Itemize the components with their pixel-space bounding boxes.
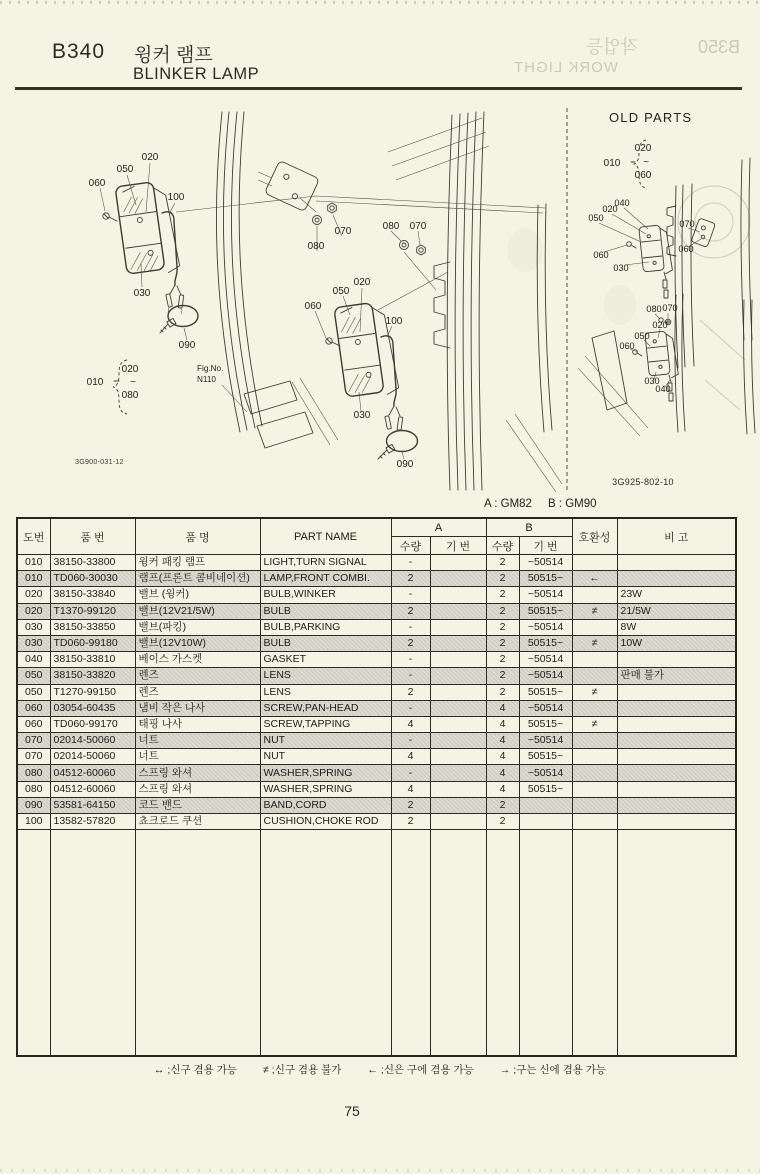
page-title-korean: 윙커 램프	[134, 45, 213, 66]
legend-text: ;신은 구에 겸용 가능	[380, 1064, 474, 1076]
cell-a-qty: -	[391, 652, 430, 668]
platform-steps	[244, 378, 338, 448]
group-top: 020	[121, 364, 139, 375]
legend-item	[500, 1062, 606, 1077]
cell-compatibility	[572, 749, 617, 765]
cell-remark	[617, 700, 736, 716]
cell-remark: 23W	[617, 587, 736, 603]
callout-label: 060	[678, 244, 694, 254]
group-top: 020	[634, 143, 652, 154]
cell-part-name: CUSHION,CHOKE ROD	[260, 814, 391, 830]
header-qty-b: 수량	[486, 537, 519, 555]
cell-ref-no: 020	[17, 587, 50, 603]
group-mid: ~	[130, 377, 136, 388]
callout-label: 060	[304, 301, 322, 312]
cell-b-serial: 50515~	[519, 716, 572, 732]
legend-text: ;신구 겸용 불가	[271, 1064, 342, 1076]
cell-b-serial: ~50514	[519, 587, 572, 603]
table-row	[17, 781, 736, 797]
cell-b-serial: 50515~	[519, 571, 572, 587]
group-ref: 010	[86, 377, 104, 388]
cell-compatibility	[572, 619, 617, 635]
cell-compatibility	[572, 555, 617, 571]
callout-label: 040	[655, 384, 671, 394]
blinker-lamp-middle	[300, 198, 448, 470]
cell-compatibility	[572, 765, 617, 781]
plate-links	[258, 172, 272, 186]
cell-b-qty: 2	[486, 652, 519, 668]
cell-ref-no: 020	[17, 603, 50, 619]
cell-ref-no: 010	[17, 555, 50, 571]
cell-part-number: 53581-64150	[50, 797, 135, 813]
cell-compatibility	[572, 814, 617, 830]
cell-ref-no: 090	[17, 797, 50, 813]
fig-number	[197, 364, 247, 412]
table-row	[17, 619, 736, 635]
group-ref: 010	[603, 158, 621, 169]
cell-name-ko: 밸브(12V21/5W)	[135, 603, 260, 619]
parts-diagram	[0, 95, 760, 505]
cell-b-qty: 2	[486, 603, 519, 619]
cell-a-qty: -	[391, 765, 430, 781]
cell-part-name: LENS	[260, 668, 391, 684]
cell-b-qty: 4	[486, 716, 519, 732]
cell-part-name: LIGHT,TURN SIGNAL	[260, 555, 391, 571]
cell-ref-no: 060	[17, 700, 50, 716]
header-group-a: A	[391, 518, 486, 537]
cell-name-ko: 밸브 (윙커)	[135, 587, 260, 603]
cell-a-qty: -	[391, 733, 430, 749]
cell-compatibility	[572, 652, 617, 668]
cell-a-qty: 2	[391, 571, 430, 587]
cell-part-name: LAMP,FRONT COMBI.	[260, 571, 391, 587]
cell-remark	[617, 684, 736, 700]
cell-remark	[617, 733, 736, 749]
cell-b-qty: 2	[486, 684, 519, 700]
cell-b-qty: 2	[486, 555, 519, 571]
cell-a-serial	[430, 652, 486, 668]
table-row	[17, 571, 736, 587]
group-bottom: 080	[121, 390, 139, 401]
cell-compatibility	[572, 781, 617, 797]
cell-b-serial: 50515~	[519, 635, 572, 651]
old-lamp-upper	[588, 198, 701, 298]
cell-ref-no: 050	[17, 668, 50, 684]
cell-compatibility	[572, 733, 617, 749]
cell-remark	[617, 781, 736, 797]
mounting-plate	[264, 160, 319, 211]
cell-name-ko: 베이스 가스켓	[135, 652, 260, 668]
legend-symbol: ↔	[153, 1064, 165, 1076]
callout-label: 090	[178, 340, 196, 351]
bleedthrough-text	[480, 36, 740, 88]
cell-a-qty: 4	[391, 781, 430, 797]
cell-a-serial	[430, 684, 486, 700]
cell-a-serial	[430, 555, 486, 571]
cell-name-ko: 냄비 작은 나사	[135, 700, 260, 716]
cell-b-serial: ~50514	[519, 555, 572, 571]
table-row	[17, 587, 736, 603]
table-row	[17, 733, 736, 749]
cell-name-ko: 태핑 나사	[135, 716, 260, 732]
cell-compatibility: ≠	[572, 603, 617, 619]
callout-label: 100	[167, 192, 185, 203]
frame-center-column	[385, 112, 489, 490]
cell-part-number: 02014-50060	[50, 733, 135, 749]
callout-label: 070	[334, 226, 352, 237]
cell-compatibility	[572, 668, 617, 684]
cell-name-ko: 밸브(파킹)	[135, 619, 260, 635]
cell-compatibility: ←	[572, 571, 617, 587]
header-part-name: PART NAME	[260, 518, 391, 555]
cell-b-qty: 2	[486, 635, 519, 651]
cell-ref-no: 030	[17, 635, 50, 651]
table-row	[17, 652, 736, 668]
callout-label: 080	[307, 241, 325, 252]
cell-b-qty: 2	[486, 571, 519, 587]
model-note-a: A : GM82	[484, 498, 532, 510]
cell-a-qty: 2	[391, 635, 430, 651]
cell-remark	[617, 555, 736, 571]
cell-ref-no: 100	[17, 814, 50, 830]
cell-part-number: TD060-30030	[50, 571, 135, 587]
cell-a-qty: 2	[391, 814, 430, 830]
table-row	[17, 765, 736, 781]
cell-b-qty: 2	[486, 619, 519, 635]
cell-ref-no: 080	[17, 765, 50, 781]
table-row	[17, 603, 736, 619]
page-number: 75	[344, 1103, 360, 1119]
callout-label: 050	[332, 286, 350, 297]
callout-label: 020	[652, 320, 668, 330]
cell-b-qty: 2	[486, 668, 519, 684]
callout-label: 060	[88, 178, 106, 189]
cell-name-ko: 밸브(12V10W)	[135, 635, 260, 651]
cell-a-serial	[430, 571, 486, 587]
cell-a-qty: -	[391, 555, 430, 571]
cell-a-serial	[430, 781, 486, 797]
cell-b-serial: ~50514	[519, 733, 572, 749]
cell-remark	[617, 571, 736, 587]
cell-ref-no: 070	[17, 733, 50, 749]
cell-remark	[617, 797, 736, 813]
cell-remark: 판매 불가	[617, 668, 736, 684]
cell-name-ko: 스프링 와셔	[135, 781, 260, 797]
table-row	[17, 700, 736, 716]
compatibility-legend	[20, 1062, 740, 1077]
cell-part-name: SCREW,PAN-HEAD	[260, 700, 391, 716]
model-note-b: B : GM90	[547, 498, 597, 510]
cell-a-serial	[430, 749, 486, 765]
cell-b-qty: 4	[486, 733, 519, 749]
callout-label: 050	[634, 331, 650, 341]
cell-compatibility	[572, 797, 617, 813]
cell-a-serial	[430, 797, 486, 813]
page-title-english: BLINKER LAMP	[133, 65, 260, 83]
cell-part-name: WASHER,SPRING	[260, 765, 391, 781]
cell-part-name: SCREW,TAPPING	[260, 716, 391, 732]
cell-a-serial	[430, 814, 486, 830]
header-name-ko: 품 명	[135, 518, 260, 555]
cell-name-ko: 램프(프론트 콤비네이션)	[135, 571, 260, 587]
table-row	[17, 797, 736, 813]
table-row	[17, 684, 736, 700]
cell-b-serial: ~50514	[519, 700, 572, 716]
old-parts-section	[578, 110, 755, 487]
callout-label: 040	[614, 198, 630, 208]
cell-remark	[617, 814, 736, 830]
cell-a-qty: 2	[391, 684, 430, 700]
cell-a-serial	[430, 668, 486, 684]
cell-a-qty: 4	[391, 749, 430, 765]
cell-b-serial	[519, 814, 572, 830]
cell-remark	[617, 652, 736, 668]
cell-part-number: T1370-99120	[50, 603, 135, 619]
callout-label: 080	[646, 304, 662, 314]
callout-label: 070	[662, 303, 678, 313]
cell-a-qty: 2	[391, 797, 430, 813]
header-part-number: 품 번	[50, 518, 135, 555]
cell-part-number: 02014-50060	[50, 749, 135, 765]
cell-b-qty: 4	[486, 749, 519, 765]
table-row	[17, 814, 736, 830]
cell-remark	[617, 749, 736, 765]
callout-label: 060	[619, 341, 635, 351]
cell-ref-no: 080	[17, 781, 50, 797]
cell-remark	[617, 716, 736, 732]
cell-b-serial: 50515~	[519, 603, 572, 619]
group-callout-old	[604, 140, 652, 188]
leader-lines	[300, 198, 448, 459]
cable-band-icon	[160, 306, 198, 334]
callout-label: 060	[593, 250, 609, 260]
cell-a-serial	[430, 635, 486, 651]
cell-part-number: 38150-33850	[50, 619, 135, 635]
cell-b-serial: ~50514	[519, 668, 572, 684]
callout-label: 030	[613, 263, 629, 273]
old-parts-title: OLD PARTS	[609, 110, 693, 125]
cell-name-ko: 렌즈	[135, 668, 260, 684]
cell-b-serial: 50515~	[519, 781, 572, 797]
bleedthrough-title-en: WORK LIGHT	[512, 58, 618, 76]
cell-part-number: T1270-99150	[50, 684, 135, 700]
cell-a-serial	[430, 733, 486, 749]
cell-part-number: 04512-60060	[50, 781, 135, 797]
header-qty-a: 수량	[391, 537, 430, 555]
cell-part-name: BULB	[260, 635, 391, 651]
screw-icon	[103, 213, 117, 221]
cell-b-serial: 50515~	[519, 749, 572, 765]
group-bottom: 060	[634, 170, 652, 181]
fig-value: N110	[197, 375, 216, 384]
legend-text: ;구는 신에 겸용 가능	[513, 1064, 607, 1076]
cell-b-serial: ~50514	[519, 765, 572, 781]
callout-label: 030	[353, 410, 371, 421]
parts-table	[16, 517, 737, 1057]
cell-remark: 8W	[617, 619, 736, 635]
cell-a-serial	[430, 587, 486, 603]
cell-b-serial: ~50514	[519, 619, 572, 635]
cell-compatibility	[572, 700, 617, 716]
cell-name-ko: 스프링 와셔	[135, 765, 260, 781]
callout-label: 020	[141, 152, 159, 163]
table-row	[17, 668, 736, 684]
cell-compatibility: ≠	[572, 635, 617, 651]
scan-noise-top	[0, 1, 760, 4]
callout-label: 100	[385, 316, 403, 327]
wire-harness	[162, 212, 184, 314]
cell-name-ko: 너트	[135, 749, 260, 765]
cell-ref-no: 060	[17, 716, 50, 732]
cell-ref-no: 050	[17, 684, 50, 700]
cell-part-number: 38150-33810	[50, 652, 135, 668]
legend-item	[263, 1062, 341, 1077]
callout-label: 070	[409, 221, 427, 232]
cell-part-name: BAND,CORD	[260, 797, 391, 813]
cell-part-name: BULB,PARKING	[260, 619, 391, 635]
cell-part-number: 38150-33800	[50, 555, 135, 571]
legend-text: ;신구 겸용 가능	[167, 1064, 238, 1076]
callout-label: 090	[396, 459, 414, 470]
model-note	[484, 498, 597, 510]
cell-ref-no: 040	[17, 652, 50, 668]
cell-compatibility: ≠	[572, 716, 617, 732]
cell-b-qty: 4	[486, 765, 519, 781]
cell-remark: 10W	[617, 635, 736, 651]
cell-a-qty: -	[391, 668, 430, 684]
drawing-code-old: 3G925-802-10	[612, 477, 674, 487]
cell-a-serial	[430, 603, 486, 619]
cell-remark: 21/5W	[617, 603, 736, 619]
header-remark: 비 고	[617, 518, 736, 555]
old-frame	[578, 158, 755, 436]
cell-b-serial: 50515~	[519, 684, 572, 700]
cell-b-qty: 4	[486, 781, 519, 797]
callout-label: 030	[133, 288, 151, 299]
cell-a-serial	[430, 765, 486, 781]
cell-part-name: BULB	[260, 603, 391, 619]
cell-name-ko: 너트	[135, 733, 260, 749]
cell-part-number: TD060-99180	[50, 635, 135, 651]
frame-left-post	[216, 112, 262, 432]
scan-noise-bottom	[0, 1169, 760, 1172]
cell-ref-no: 030	[17, 619, 50, 635]
leader-lines	[100, 163, 187, 340]
cell-part-name: WASHER,SPRING	[260, 781, 391, 797]
cell-a-qty: -	[391, 619, 430, 635]
cell-name-ko: 코드 밴드	[135, 797, 260, 813]
cell-b-qty: 4	[486, 700, 519, 716]
legend-item	[367, 1062, 473, 1077]
cell-part-number: 38150-33840	[50, 587, 135, 603]
cell-b-serial: ~50514	[519, 652, 572, 668]
blinker-lamp-left	[89, 152, 198, 351]
callout-label: 050	[116, 164, 134, 175]
cell-compatibility	[572, 587, 617, 603]
table-row	[17, 555, 736, 571]
cell-part-number: TD060-99170	[50, 716, 135, 732]
cell-a-qty: 2	[391, 603, 430, 619]
cable-band-icon	[378, 431, 418, 460]
callout-label: 080	[382, 221, 400, 232]
cell-b-qty: 2	[486, 587, 519, 603]
callout-label: 050	[588, 213, 604, 223]
table-row	[17, 716, 736, 732]
cell-a-serial	[430, 700, 486, 716]
legend-symbol: ←	[367, 1064, 378, 1076]
cell-part-name: GASKET	[260, 652, 391, 668]
callout-label: 070	[679, 219, 695, 229]
header-compatibility: 호환성	[572, 518, 617, 555]
group-mid: ~	[643, 157, 649, 168]
callout-label: 030	[644, 376, 660, 386]
table-row	[17, 635, 736, 651]
parts-table-body	[17, 555, 736, 830]
header-serial-b: 기 번	[519, 537, 572, 555]
cell-part-number: 04512-60060	[50, 765, 135, 781]
cell-b-qty: 2	[486, 814, 519, 830]
cell-b-serial	[519, 797, 572, 813]
cell-part-name: NUT	[260, 733, 391, 749]
legend-item	[154, 1062, 237, 1077]
cell-name-ko: 쵸크로드 쿠션	[135, 814, 260, 830]
bleedthrough-code: B350	[697, 37, 740, 57]
cell-a-qty: 4	[391, 716, 430, 732]
legend-symbol: →	[499, 1064, 511, 1076]
cell-remark	[617, 765, 736, 781]
group-callout-main	[87, 360, 139, 414]
cell-part-name: LENS	[260, 684, 391, 700]
wire-harness	[381, 336, 403, 430]
section-code: B340	[52, 40, 106, 63]
cell-b-qty: 2	[486, 797, 519, 813]
header-group-b: B	[486, 518, 572, 537]
cell-part-name: NUT	[260, 749, 391, 765]
cell-compatibility: ≠	[572, 684, 617, 700]
cell-a-serial	[430, 716, 486, 732]
header-rule	[15, 87, 742, 90]
table-row	[17, 749, 736, 765]
cell-a-qty: -	[391, 700, 430, 716]
cell-a-qty: -	[391, 587, 430, 603]
header-serial-a: 기 번	[430, 537, 486, 555]
cell-name-ko: 렌즈	[135, 684, 260, 700]
cell-ref-no: 070	[17, 749, 50, 765]
header-ref-no: 도번	[17, 518, 50, 555]
cell-a-serial	[430, 619, 486, 635]
callout-label: 020	[602, 204, 618, 214]
cell-part-number: 13582-57820	[50, 814, 135, 830]
cell-part-name: BULB,WINKER	[260, 587, 391, 603]
fig-label: Fig.No.	[197, 364, 224, 373]
cell-ref-no: 010	[17, 571, 50, 587]
table-filler-row	[17, 830, 736, 1057]
drawing-code-main: 3G900-031-12	[75, 457, 124, 466]
cell-name-ko: 윙커 패킹 램프	[135, 555, 260, 571]
bleedthrough-title-ko: 작업등	[585, 37, 638, 57]
cell-part-number: 38150-33820	[50, 668, 135, 684]
legend-symbol: ≠	[263, 1064, 269, 1076]
bleedthrough-ghosts	[507, 186, 750, 410]
cell-part-number: 03054-60435	[50, 700, 135, 716]
callout-label: 020	[353, 277, 371, 288]
